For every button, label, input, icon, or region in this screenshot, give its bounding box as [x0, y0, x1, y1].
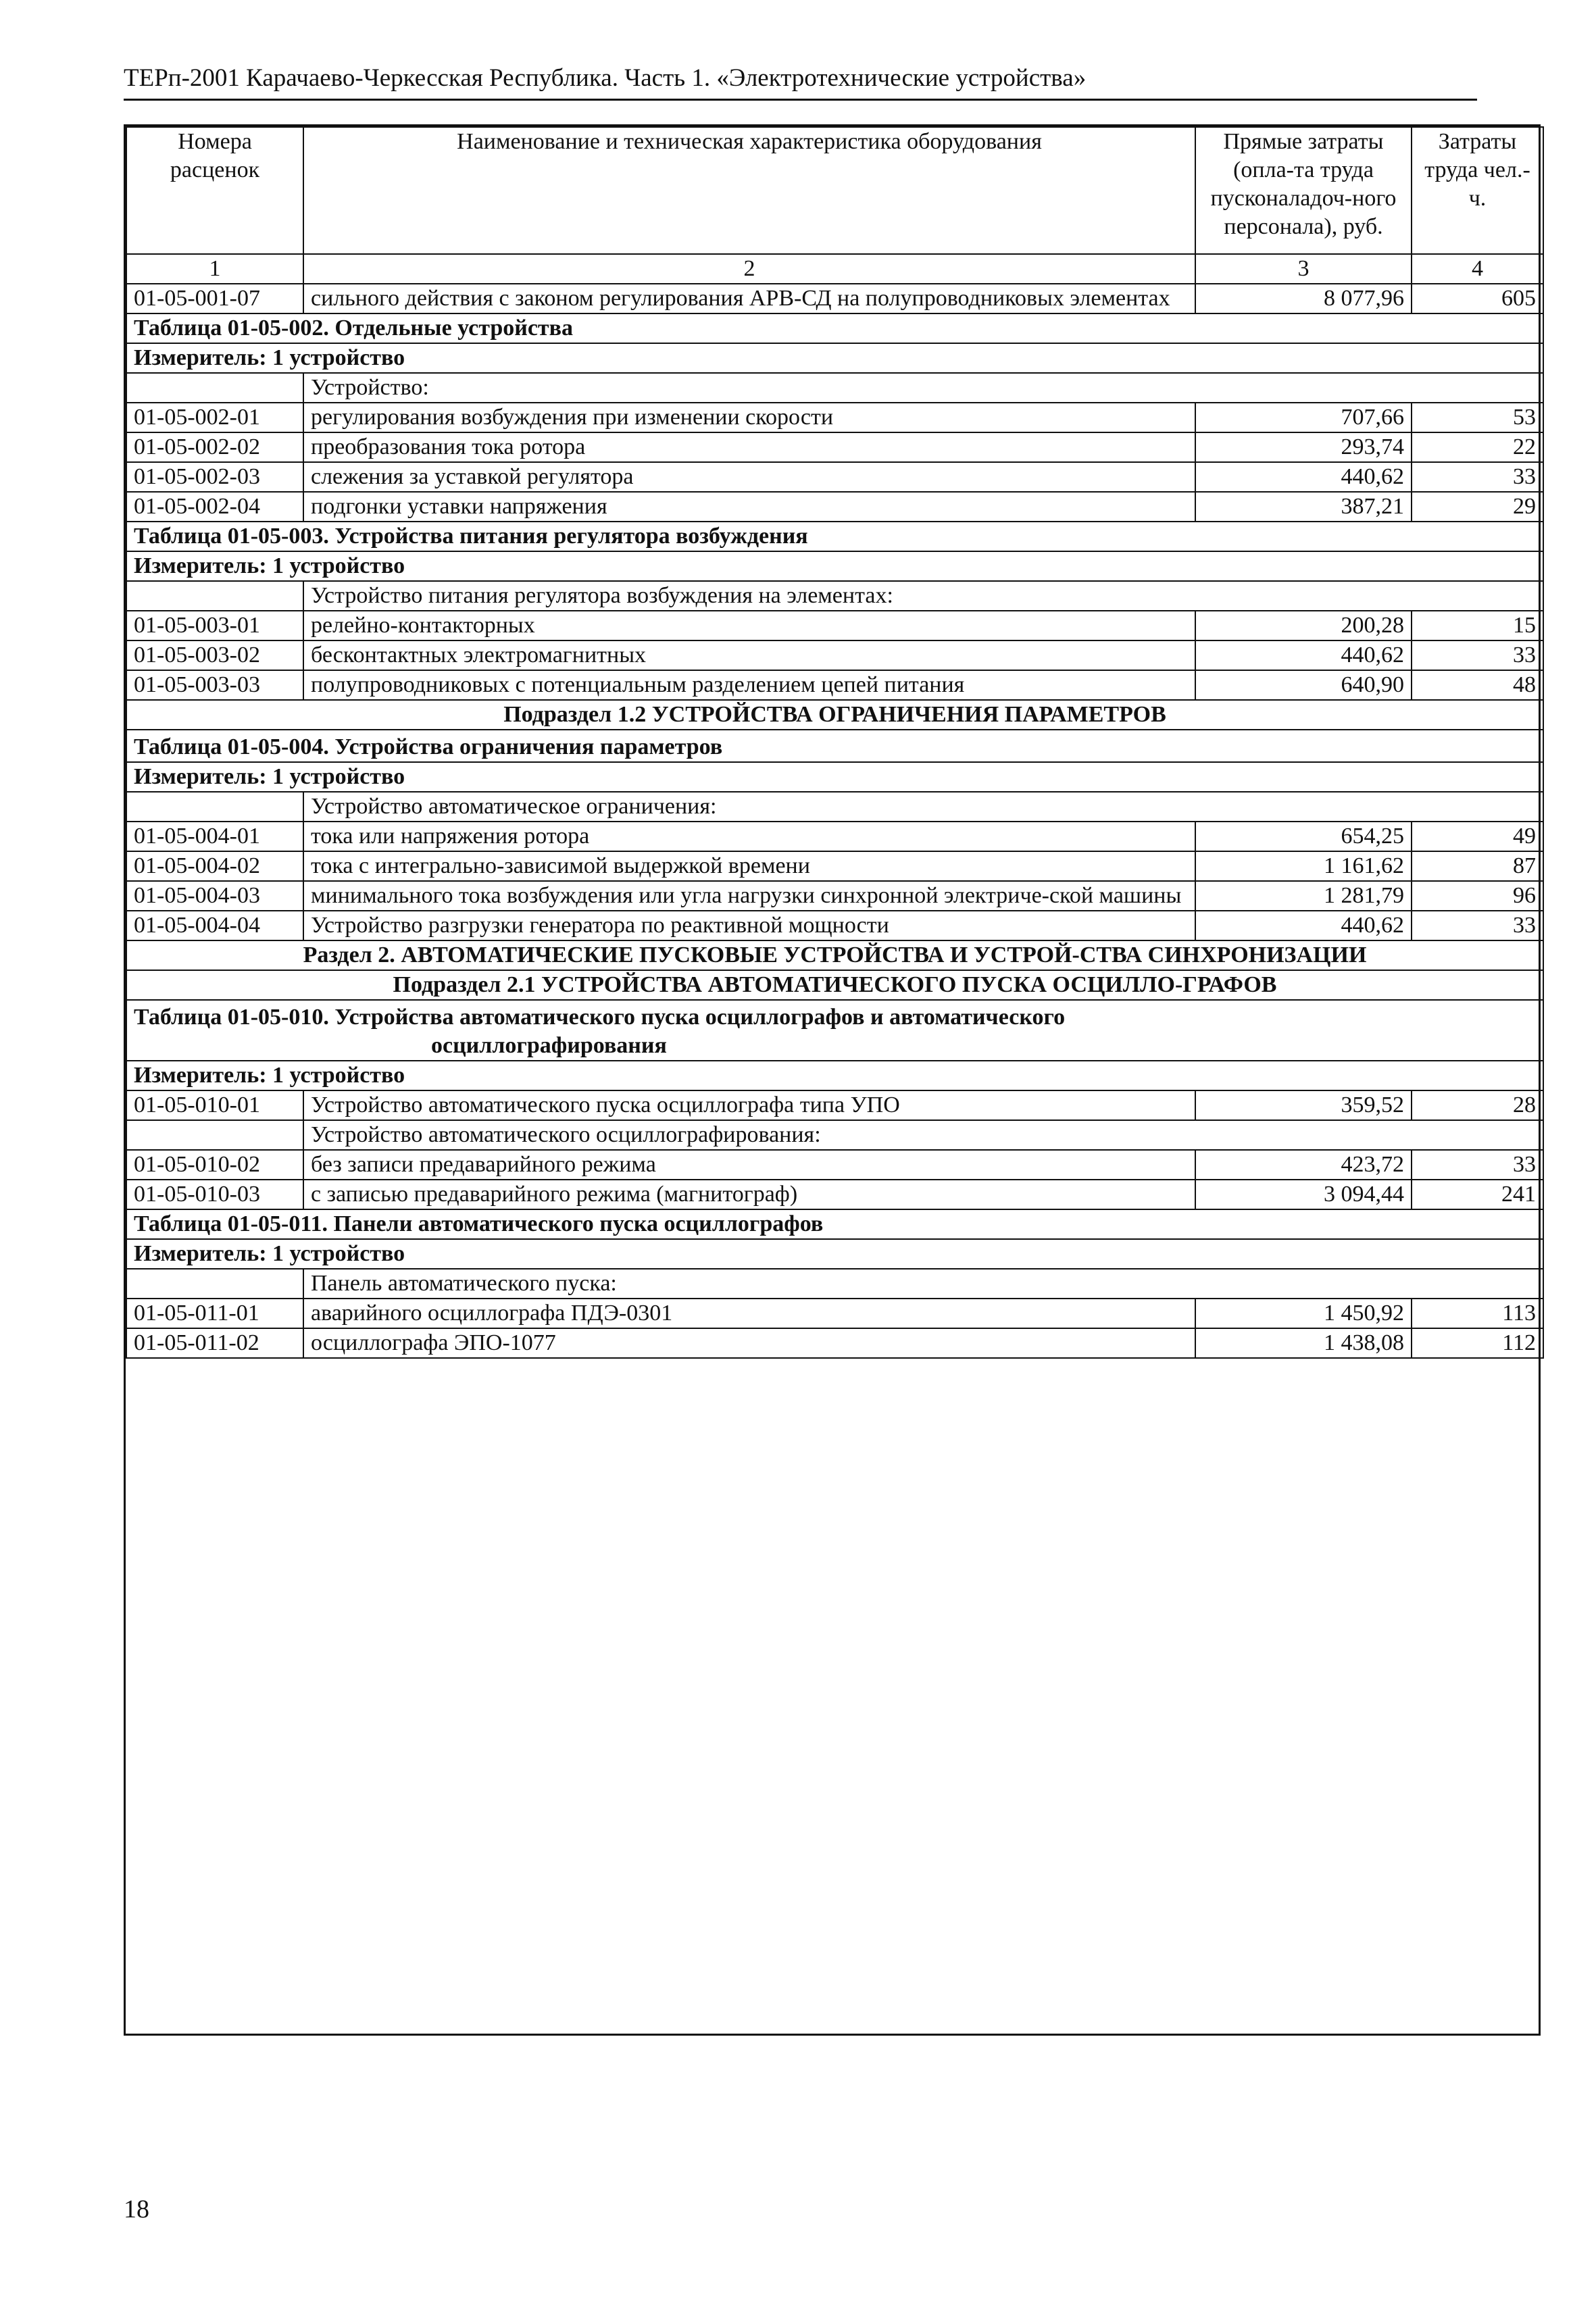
table-row [126, 851, 1543, 881]
group-label: Устройство питания регулятора возбуждения на элементах: [303, 581, 1543, 611]
measure-unit: Измеритель: 1 устройство [126, 343, 1543, 373]
table-title: Таблица 01-05-011. Панели автоматического пуска осциллографов [126, 1209, 1543, 1239]
table-header-row [126, 127, 1543, 254]
row-code: 01-05-010-03 [126, 1180, 303, 1209]
measure-unit: Измеритель: 1 устройство [126, 551, 1543, 581]
row-code: 01-05-002-04 [126, 492, 303, 522]
section-title: Раздел 2. АВТОМАТИЧЕСКИЕ ПУСКОВЫЕ УСТРОЙСТВА И УСТРОЙ-СТВА СИНХРОНИЗАЦИИ [126, 940, 1543, 970]
row-cost: 440,62 [1195, 911, 1412, 940]
row-cost: 1 161,62 [1195, 851, 1412, 881]
table-row [126, 1090, 1543, 1120]
header-cost: Прямые затраты (опла-та труда пусконаладоч-ного персонала), руб. [1195, 127, 1412, 254]
row-name: полупроводниковых с потенциальным разделением цепей питания [303, 670, 1195, 700]
row-name: слежения за уставкой регулятора [303, 462, 1195, 492]
table-title [126, 1000, 1543, 1061]
table-row [126, 462, 1543, 492]
col-number: 1 [126, 254, 303, 284]
table-row [126, 492, 1543, 522]
row-code: 01-05-002-02 [126, 432, 303, 462]
table-title: Таблица 01-05-004. Устройства ограничения параметров [126, 730, 1543, 762]
row-name: с записью предаварийного режима (магнитограф) [303, 1180, 1195, 1209]
table-row [126, 1180, 1543, 1209]
group-label: Устройство: [303, 373, 1543, 403]
table-title: Таблица 01-05-003. Устройства питания регулятора возбуждения [126, 522, 1543, 551]
row-labor: 48 [1412, 670, 1543, 700]
group-row [126, 1269, 1543, 1299]
row-cost: 654,25 [1195, 822, 1412, 851]
table-row [126, 670, 1543, 700]
row-code: 01-05-001-07 [126, 284, 303, 313]
row-code: 01-05-003-02 [126, 640, 303, 670]
row-cost: 640,90 [1195, 670, 1412, 700]
row-name: минимального тока возбуждения или угла нагрузки синхронной электриче-ской машины [303, 881, 1195, 911]
row-name: преобразования тока ротора [303, 432, 1195, 462]
row-name: сильного действия с законом регулирования АРВ-СД на полупроводниковых элементах [303, 284, 1195, 313]
group-row [126, 792, 1543, 822]
row-cost: 707,66 [1195, 403, 1412, 432]
row-cost: 440,62 [1195, 462, 1412, 492]
table-title-line: осциллографирования [431, 1033, 667, 1058]
subsection-title: Подраздел 2.1 УСТРОЙСТВА АВТОМАТИЧЕСКОГО ПУСКА ОСЦИЛЛО-ГРАФОВ [126, 970, 1543, 1000]
row-labor: 96 [1412, 881, 1543, 911]
row-name: осциллографа ЭПО-1077 [303, 1328, 1195, 1358]
row-cost: 423,72 [1195, 1150, 1412, 1180]
table-row [126, 640, 1543, 670]
measure-unit: Измеритель: 1 устройство [126, 1061, 1543, 1090]
row-code: 01-05-011-02 [126, 1328, 303, 1358]
row-code: 01-05-004-04 [126, 911, 303, 940]
row-cost: 1 450,92 [1195, 1299, 1412, 1328]
group-row [126, 373, 1543, 403]
row-name: тока или напряжения ротора [303, 822, 1195, 851]
row-cost: 200,28 [1195, 611, 1412, 640]
group-row [126, 1120, 1543, 1150]
row-code: 01-05-003-03 [126, 670, 303, 700]
header-code: Номера расценок [126, 127, 303, 254]
row-labor: 605 [1412, 284, 1543, 313]
header-name: Наименование и техническая характеристика оборудования [303, 127, 1195, 254]
row-code: 01-05-004-02 [126, 851, 303, 881]
row-code: 01-05-010-01 [126, 1090, 303, 1120]
row-code: 01-05-002-01 [126, 403, 303, 432]
table-row [126, 1299, 1543, 1328]
row-labor: 28 [1412, 1090, 1543, 1120]
table-row [126, 284, 1543, 313]
row-code: 01-05-004-01 [126, 822, 303, 851]
row-code: 01-05-002-03 [126, 462, 303, 492]
row-labor: 113 [1412, 1299, 1543, 1328]
row-name: бесконтактных электромагнитных [303, 640, 1195, 670]
table-row [126, 822, 1543, 851]
page-number: 18 [124, 2195, 149, 2223]
row-cost: 8 077,96 [1195, 284, 1412, 313]
row-labor: 33 [1412, 1150, 1543, 1180]
table-row [126, 611, 1543, 640]
row-cost: 359,52 [1195, 1090, 1412, 1120]
table-row [126, 1150, 1543, 1180]
table-row [126, 432, 1543, 462]
row-cost: 440,62 [1195, 640, 1412, 670]
row-name: тока с интегрально-зависимой выдержкой времени [303, 851, 1195, 881]
row-code: 01-05-004-03 [126, 881, 303, 911]
group-label: Устройство автоматическое ограничения: [303, 792, 1543, 822]
row-labor: 15 [1412, 611, 1543, 640]
table-row [126, 881, 1543, 911]
header-labor: Затраты труда чел.-ч. [1412, 127, 1543, 254]
row-labor: 49 [1412, 822, 1543, 851]
table-row [126, 911, 1543, 940]
price-table-sheet [124, 124, 1541, 2036]
table-title: Таблица 01-05-002. Отдельные устройства [126, 313, 1543, 343]
row-cost: 1 281,79 [1195, 881, 1412, 911]
row-labor: 33 [1412, 462, 1543, 492]
running-header: ТЕРп-2001 Карачаево-Черкесская Республика. Часть 1. «Электротехнические устройства» [124, 62, 1477, 101]
row-name: Устройство разгрузки генератора по реактивной мощности [303, 911, 1195, 940]
measure-unit: Измеритель: 1 устройство [126, 762, 1543, 792]
measure-unit: Измеритель: 1 устройство [126, 1239, 1543, 1269]
col-number: 4 [1412, 254, 1543, 284]
row-labor: 29 [1412, 492, 1543, 522]
table-row [126, 403, 1543, 432]
row-name: релейно-контакторных [303, 611, 1195, 640]
column-number-row [126, 254, 1543, 284]
row-labor: 53 [1412, 403, 1543, 432]
group-label: Устройство автоматического осциллографирования: [303, 1120, 1543, 1150]
row-labor: 33 [1412, 911, 1543, 940]
table-row [126, 1328, 1543, 1358]
row-labor: 241 [1412, 1180, 1543, 1209]
row-cost: 293,74 [1195, 432, 1412, 462]
group-row [126, 581, 1543, 611]
row-cost: 387,21 [1195, 492, 1412, 522]
row-name: аварийного осциллографа ПДЭ-0301 [303, 1299, 1195, 1328]
price-table [126, 126, 1544, 1359]
group-label: Панель автоматического пуска: [303, 1269, 1543, 1299]
row-labor: 22 [1412, 432, 1543, 462]
row-labor: 87 [1412, 851, 1543, 881]
row-cost: 1 438,08 [1195, 1328, 1412, 1358]
row-name: подгонки уставки напряжения [303, 492, 1195, 522]
row-labor: 112 [1412, 1328, 1543, 1358]
col-number: 3 [1195, 254, 1412, 284]
row-code: 01-05-010-02 [126, 1150, 303, 1180]
row-code: 01-05-011-01 [126, 1299, 303, 1328]
row-name: без записи предаварийного режима [303, 1150, 1195, 1180]
row-cost: 3 094,44 [1195, 1180, 1412, 1209]
row-labor: 33 [1412, 640, 1543, 670]
row-code: 01-05-003-01 [126, 611, 303, 640]
subsection-title: Подраздел 1.2 УСТРОЙСТВА ОГРАНИЧЕНИЯ ПАРАМЕТРОВ [126, 700, 1543, 730]
row-name: регулирования возбуждения при изменении скорости [303, 403, 1195, 432]
col-number: 2 [303, 254, 1195, 284]
table-title-line: Таблица 01-05-010. Устройства автоматического пуска осциллографов и автоматического [134, 1005, 1066, 1030]
row-name: Устройство автоматического пуска осциллографа типа УПО [303, 1090, 1195, 1120]
